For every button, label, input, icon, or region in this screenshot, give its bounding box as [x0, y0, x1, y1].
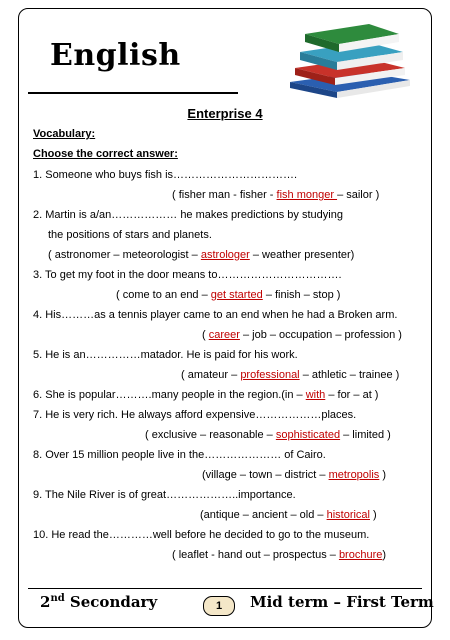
question-9-answer: historical — [326, 509, 370, 521]
worksheet-title: Enterprise 4 — [187, 106, 263, 121]
question-6-stem: 6. She is popular……….many people in the region.(in – with – for – at ) — [33, 389, 379, 401]
question-10-stem: 10. He read the…………well before he decided to go to the museum. — [33, 529, 370, 541]
grade-label: 2nd Secondary — [40, 593, 158, 611]
question-8-stem: 8. Over 15 million people live in the………………… of Cairo. — [33, 449, 326, 461]
question-7-options: ( exclusive – reasonable – sophisticated – limited ) — [145, 429, 391, 441]
term-label: Mid term – First Term — [250, 593, 434, 611]
question-4-stem: 4. His………as a tennis player came to an end when he had a Broken arm. — [33, 309, 398, 321]
header-divider — [28, 92, 238, 94]
question-7-stem: 7. He is very rich. He always afford expensive………………places. — [33, 409, 357, 421]
question-9-options: (antique – ancient – old – historical ) — [200, 509, 377, 521]
question-10-answer: brochure — [338, 549, 383, 561]
question-3-answer: get started — [210, 289, 263, 301]
footer-divider — [28, 588, 422, 589]
question-8-options: (village – town – district – metropolis ) — [202, 469, 387, 481]
question-5-options: ( amateur – professional – athletic – trainee ) — [181, 369, 400, 381]
question-2-options: ( astronomer – meteorologist – astrologer – weather presenter) — [48, 249, 355, 261]
question-1-answer: fish monger — [276, 189, 338, 201]
question-4-options: ( career – job – occupation – profession ) — [202, 329, 402, 341]
question-1-options: ( fisher man - fisher - fish monger – sailor ) — [172, 189, 380, 201]
question-5-answer: professional — [240, 369, 300, 381]
page-number: 1 — [203, 596, 235, 616]
question-2-stem-cont: the positions of stars and planets. — [48, 229, 212, 241]
question-4-answer: career — [208, 329, 240, 341]
question-7-answer: sophisticated — [275, 429, 341, 441]
books-icon — [285, 20, 415, 98]
question-9-stem: 9. The Nile River is of great………………..importance. — [33, 489, 296, 501]
question-6-answer: with — [305, 389, 326, 401]
question-8-answer: metropolis — [328, 469, 380, 481]
question-2-stem: 2. Martin is a/an……………… he makes predictions by studying — [33, 209, 343, 221]
subject-heading: English — [50, 38, 181, 73]
question-2-answer: astrologer — [200, 249, 250, 261]
question-3-options: ( come to an end – get started – finish – stop ) — [116, 289, 341, 301]
question-3-stem: 3. To get my foot in the door means to……………………………. — [33, 269, 342, 281]
question-10-options: ( leaflet - hand out – prospectus – brochure) — [172, 549, 387, 561]
question-5-stem: 5. He is an……………matador. He is paid for his work. — [33, 349, 298, 361]
instruction-heading: Choose the correct answer: — [33, 148, 178, 160]
question-1-stem: 1. Someone who buys fish is……………………………. — [33, 169, 298, 181]
vocabulary-heading: Vocabulary: — [33, 128, 96, 140]
